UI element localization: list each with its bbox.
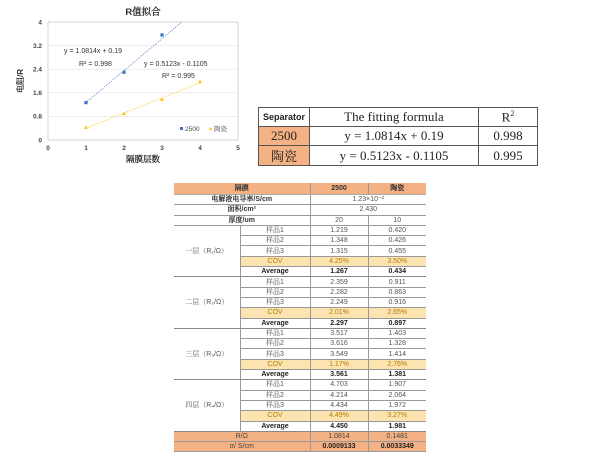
row-label: 样品2: [240, 236, 310, 246]
thickness-row: [174, 215, 426, 225]
plot-area: [48, 22, 238, 140]
col-2500-header: 2500: [310, 183, 368, 195]
separator-label: 2500: [259, 127, 310, 146]
sample-row: [174, 277, 426, 287]
row-label: 样品3: [240, 297, 310, 307]
col-ceramic-header: 陶瓷: [368, 183, 426, 195]
row-label: 样品2: [240, 339, 310, 349]
value-ceramic: 0.420: [368, 225, 426, 235]
value-ceramic: 1.381: [368, 370, 426, 380]
x-tick-label: 4: [198, 145, 202, 152]
area-label: 面积/cm²: [174, 205, 310, 215]
sample-row: [174, 380, 426, 390]
formula-value: y = 1.0814x + 0.19: [310, 127, 479, 146]
thickness-label: 厚度/um: [174, 215, 310, 225]
value-ceramic: 1.414: [368, 349, 426, 359]
trendline-2500-equation: y = 1.0814x + 0.19: [64, 48, 122, 55]
value-ceramic: 0.863: [368, 287, 426, 297]
value-ceramic: 1.972: [368, 400, 426, 410]
value-ceramic: 3.27%: [368, 411, 426, 421]
row-label: COV: [240, 308, 310, 318]
row-label: COV: [240, 256, 310, 266]
value-ceramic: 0.455: [368, 246, 426, 256]
x-axis-ticks: [46, 145, 240, 152]
legend: [180, 124, 228, 133]
data-table-header: [174, 183, 426, 195]
value-ceramic: 0.897: [368, 318, 426, 328]
value-2500: 4.434: [310, 400, 368, 410]
separator-label: 陶瓷: [259, 146, 310, 166]
sigma-ceramic: 0.0033349: [368, 442, 426, 452]
value-ceramic: 0.916: [368, 297, 426, 307]
data-point-marker: [84, 125, 88, 128]
data-point-marker: [160, 33, 163, 36]
value-ceramic: 3.50%: [368, 256, 426, 266]
trendline-ceramic-equation: y = 0.5123x - 0.1105: [144, 61, 208, 68]
row-label: Average: [240, 421, 310, 431]
value-2500: 4.25%: [310, 256, 368, 266]
row-label: 样品3: [240, 246, 310, 256]
row-label: 样品1: [240, 225, 310, 235]
value-ceramic: 2.65%: [368, 308, 426, 318]
row-label: 样品1: [240, 328, 310, 338]
y-tick-label: 1.6: [32, 90, 42, 98]
data-point-marker: [84, 101, 87, 104]
x-tick-label: 2: [122, 145, 126, 152]
r-ceramic: 0.1481: [368, 431, 426, 441]
x-tick-label: 0: [46, 145, 50, 152]
value-2500: 1.17%: [310, 359, 368, 369]
y-tick-label: 3.2: [32, 42, 42, 50]
value-2500: 1.219: [310, 225, 368, 235]
row-label: 样品2: [240, 287, 310, 297]
trendline-ceramic-r2: R² = 0.995: [162, 73, 195, 80]
value-ceramic: 1.328: [368, 339, 426, 349]
fit-table-row: [259, 127, 538, 146]
ionic-conductivity-row: [174, 442, 426, 452]
value-ceramic: 1.403: [368, 328, 426, 338]
value-2500: 2.249: [310, 297, 368, 307]
value-2500: 3.549: [310, 349, 368, 359]
value-2500: 4.450: [310, 421, 368, 431]
x-tick-label: 5: [236, 145, 240, 152]
value-2500: 3.561: [310, 370, 368, 380]
resistance-slope-row: [174, 431, 426, 441]
sigma-label: σ/ S/cm: [174, 442, 310, 452]
fit-table-header: [259, 108, 538, 127]
sigma-2500: 0.0009133: [310, 442, 368, 452]
value-ceramic: 1.907: [368, 380, 426, 390]
row-label: 样品3: [240, 400, 310, 410]
row-label: COV: [240, 359, 310, 369]
layer-group-label: 一层（R₁/Ω）: [174, 225, 240, 276]
legend-ceramic-marker-icon: [209, 127, 212, 130]
value-ceramic: 2.064: [368, 390, 426, 400]
r-label: R/Ω: [174, 431, 310, 441]
r-fit-chart: [0, 0, 250, 170]
data-point-marker: [198, 80, 202, 83]
formula-header: The fitting formula: [310, 108, 479, 127]
row-label: Average: [240, 370, 310, 380]
value-ceramic: 2.76%: [368, 359, 426, 369]
value-2500: 1.315: [310, 246, 368, 256]
value-2500: 4.214: [310, 390, 368, 400]
r2-header: $R^2$: [479, 108, 538, 127]
value-ceramic: 0.426: [368, 236, 426, 246]
r2-value: 0.995: [479, 146, 538, 166]
x-tick-label: 3: [160, 145, 164, 152]
conductivity-value: 1.23×10⁻²: [310, 195, 426, 205]
value-ceramic: 0.434: [368, 267, 426, 277]
value-2500: 2.01%: [310, 308, 368, 318]
value-2500: 2.359: [310, 277, 368, 287]
y-tick-label: 2.4: [32, 66, 42, 74]
y-axis-ticks: [33, 19, 42, 144]
separator-col-header: 隔膜: [174, 183, 310, 195]
y-tick-label: 0.8: [32, 113, 42, 121]
gridlines: [48, 46, 238, 117]
conductivity-row: [174, 195, 426, 205]
row-label: 样品1: [240, 380, 310, 390]
row-label: Average: [240, 318, 310, 328]
y-axis-label: 电阻/R: [16, 69, 25, 93]
value-2500: 4.49%: [310, 411, 368, 421]
value-ceramic: 1.981: [368, 421, 426, 431]
value-2500: 1.348: [310, 236, 368, 246]
r2-value: 0.998: [479, 127, 538, 146]
fitting-formula-table: [258, 107, 538, 166]
chart-title: R值拟合: [125, 7, 161, 18]
data-point-marker: [122, 71, 125, 74]
data-point-marker: [160, 97, 164, 100]
value-ceramic: 0.911: [368, 277, 426, 287]
y-tick-label: 0: [38, 137, 42, 145]
x-tick-label: 1: [84, 145, 88, 152]
thickness-2500: 20: [310, 215, 368, 225]
y-tick-label: 4: [38, 19, 42, 27]
value-2500: 1.267: [310, 267, 368, 277]
layer-group-label: 三层（R₃/Ω）: [174, 328, 240, 379]
conductivity-label: 电解液电导率/S/cm: [174, 195, 310, 205]
legend-ceramic-label: 陶瓷: [214, 126, 227, 133]
sample-row: [174, 328, 426, 338]
separator-header: Separator: [259, 108, 310, 127]
row-label: 样品1: [240, 277, 310, 287]
row-label: 样品2: [240, 390, 310, 400]
row-label: COV: [240, 411, 310, 421]
area-row: [174, 205, 426, 215]
value-2500: 3.517: [310, 328, 368, 338]
thickness-ceramic: 10: [368, 215, 426, 225]
resistance-data-table: [174, 183, 426, 452]
fit-table-row: [259, 146, 538, 166]
layer-group-label: 四层（R₄/Ω）: [174, 380, 240, 431]
area-value: 2.430: [310, 205, 426, 215]
r-2500: 1.0814: [310, 431, 368, 441]
sample-row: [174, 225, 426, 235]
value-2500: 3.616: [310, 339, 368, 349]
legend-2500-marker-icon: [180, 127, 183, 130]
row-label: Average: [240, 267, 310, 277]
legend-2500-label: 2500: [185, 126, 200, 133]
value-2500: 4.703: [310, 380, 368, 390]
trendline-2500-r2: R² = 0.998: [79, 61, 112, 68]
formula-value: y = 0.5123x - 0.1105: [310, 146, 479, 166]
x-axis-label: 隔膜层数: [125, 154, 161, 164]
value-2500: 2.282: [310, 287, 368, 297]
value-2500: 2.297: [310, 318, 368, 328]
row-label: 样品3: [240, 349, 310, 359]
layer-group-label: 二层（R₂/Ω）: [174, 277, 240, 328]
